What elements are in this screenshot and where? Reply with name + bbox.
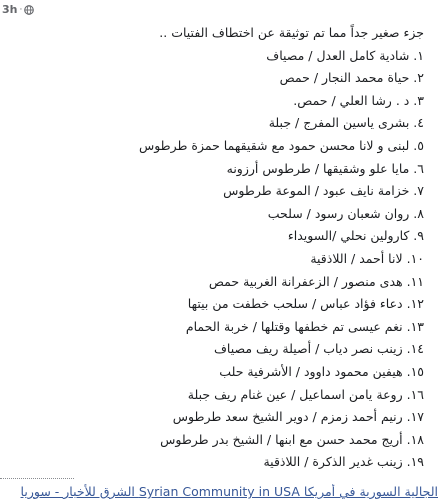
list-item: ١٨. أريج محمد حسن مع ابنها / الشيخ بدر طرطوس <box>160 431 424 447</box>
list-item: ٨. روان شعبان رسود / سلحب <box>267 205 424 221</box>
list-item: ١١. هدى منصور / الزعفرانة الغربية حمص <box>208 273 424 289</box>
list-item: ١٦. روعة يامن اسماعيل / عين غنام ريف جبلة <box>187 386 424 402</box>
content-divider <box>0 478 74 479</box>
list-item: ١٥. هيفين محمود داوود / الأشرفية حلب <box>219 363 424 379</box>
globe-icon[interactable] <box>24 5 34 15</box>
list-item: ٥. لبنى و لانا محسن حمود مع شقيقهما حمزة طرطوس <box>138 137 424 153</box>
list-item: ٤. بشرى ياسين المفرج / جبلة <box>268 115 424 131</box>
list-item: ٧. خزامة نايف عبود / الموعة طرطوس <box>223 183 424 199</box>
post-meta <box>2 3 34 16</box>
list-item: ١٣. نغم عيسى تم خطفها وقتلها / خربة الحمام <box>185 318 424 334</box>
list-item: ١. شادية كامل العدل / مصياف <box>266 47 424 63</box>
list-item: ٦. مايا علو وشقيقها / طرطوس أرزونه <box>226 160 424 176</box>
meta-separator: · <box>19 4 23 15</box>
post-timestamp[interactable]: 3h <box>2 3 18 16</box>
shared-page-link[interactable]: الجالية السورية في أمريكا Syrian Community in USA الشرق للأخبار - سوريا <box>20 484 438 499</box>
list-item: ٣. د . رشا العلي / حمص. <box>293 92 424 108</box>
list-item: ٩. كارولين نحلي /السويداء <box>287 228 424 244</box>
list-item: ١٤. زينب نصر دياب / أصيلة ريف مصياف <box>213 341 424 357</box>
list-item: ١٢. دعاء فؤاد عباس / سلحب خطفت من بيتها <box>187 296 424 312</box>
post-text <box>4 22 424 474</box>
list-item: ١٩. زينب غدير الذكرة / اللاذقية <box>263 454 424 470</box>
list-item: ٢. حياة محمد النجار / حمص <box>279 70 424 86</box>
post-intro-line: جزء صغير جداً مما تم توثيقة عن اختطاف الفتيات .. <box>159 25 424 40</box>
list-item: ١٠. لانا أحمد / اللاذقية <box>310 250 424 266</box>
list-item: ١٧. رنيم أحمد زمزم / دوير الشيخ سعد طرطوس <box>172 409 424 425</box>
